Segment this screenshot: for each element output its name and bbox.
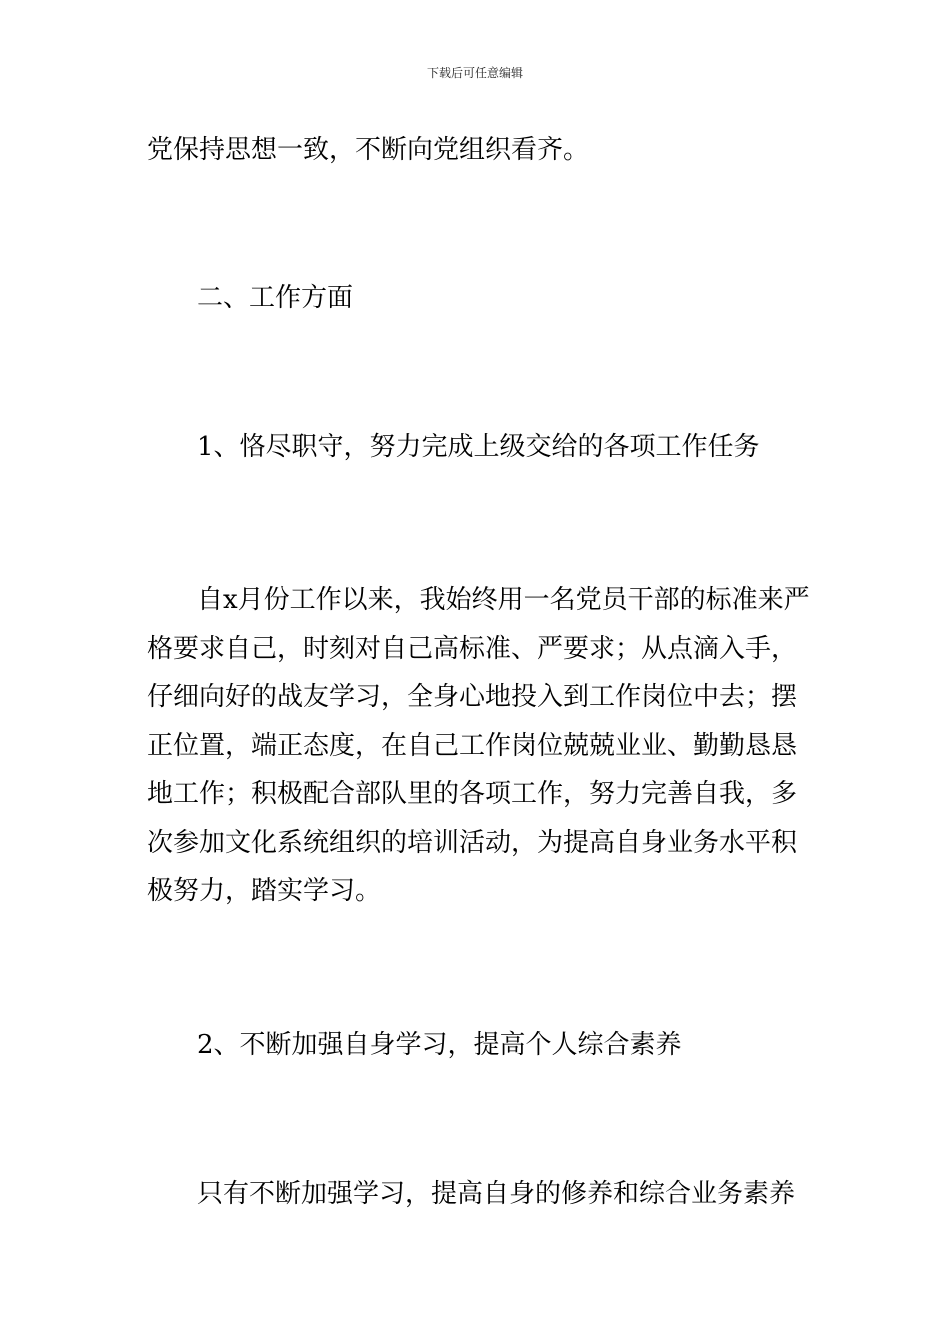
continuation-text: 党保持思想一致，不断向党组织看齐。 <box>147 135 590 165</box>
subheading-2: 2、不断加强自身学习，提高个人综合素养 <box>197 1030 682 1060</box>
paragraph-1-line: 正位置，端正态度，在自己工作岗位兢兢业业、勤勤恳恳 <box>147 730 798 761</box>
paragraph-2-start: 只有不断加强学习，提高自身的修养和综合业务素养 <box>197 1179 796 1209</box>
subheading-1: 1、恪尽职守，努力完成上级交给的各项工作任务 <box>197 432 760 462</box>
paragraph-1-line: 极努力，踏实学习。 <box>147 876 382 906</box>
section-heading: 二、工作方面 <box>197 283 354 313</box>
paragraph-1-line: 自x月份工作以来，我始终用一名党员干部的标准来严 <box>197 585 810 615</box>
paragraph-1 <box>147 576 813 916</box>
paragraph-1-line: 次参加文化系统组织的培训活动，为提高自身业务水平积 <box>147 827 798 858</box>
page-header-note: 下载后可任意编辑 <box>426 66 523 80</box>
paragraph-1-line: 地工作；积极配合部队里的各项工作，努力完善自我，多 <box>147 779 798 809</box>
paragraph-1-line: 仔细向好的战友学习，全身心地投入到工作岗位中去；摆 <box>147 682 798 712</box>
paragraph-1-line: 格要求自己，时刻对自己高标准、严要求；从点滴入手， <box>147 633 798 664</box>
